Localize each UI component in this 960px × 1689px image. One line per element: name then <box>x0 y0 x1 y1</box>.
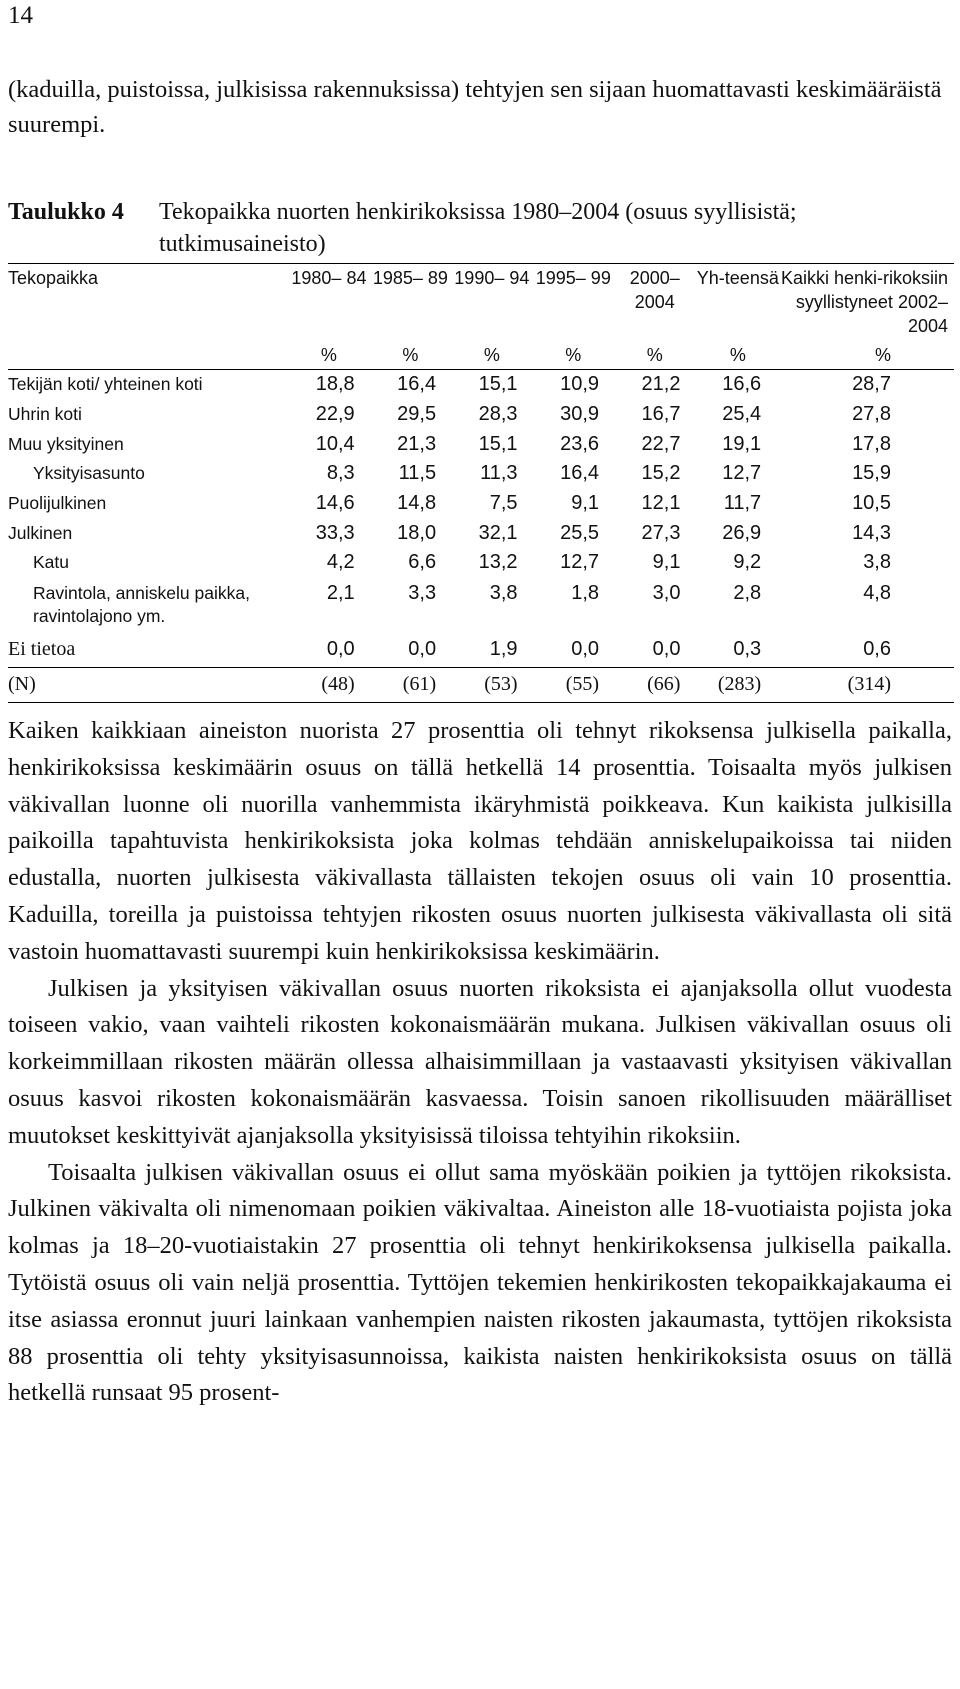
row-label: (N) <box>8 667 288 702</box>
table-cell: 11,5 <box>398 462 437 485</box>
table-cell: 2,1 <box>326 581 355 604</box>
table-cell: 28,3 <box>478 403 518 426</box>
table-cell: 16,6 <box>722 373 762 396</box>
table-cell: 6,6 <box>408 551 437 574</box>
table-cell: 3,3 <box>408 581 437 604</box>
table-cell: 27,3 <box>641 521 681 544</box>
table-cell: 12,1 <box>641 492 681 515</box>
table-cell: (55) <box>533 667 614 702</box>
percent-unit: % <box>533 338 614 370</box>
table-cell: 10,5 <box>852 492 891 515</box>
table-cell: 25,4 <box>722 403 762 426</box>
table-cell: 19,1 <box>722 432 762 455</box>
table-cell: 28,7 <box>852 373 891 396</box>
row-label: Katu <box>33 552 69 573</box>
table-cell: (61) <box>370 667 451 702</box>
row-label: Uhrin koti <box>8 404 82 425</box>
table-cell: 15,1 <box>478 373 518 396</box>
table-header-row <box>8 264 954 339</box>
crime-location-table <box>8 263 954 703</box>
column-header: Tekopaikka <box>8 268 99 288</box>
table-cell: 12,7 <box>722 462 762 485</box>
row-label: Ei tietoa <box>8 637 76 660</box>
column-header: Yh-teensä <box>696 268 779 288</box>
table-caption-text: Tekopaikka nuorten henkirikoksissa 1980–2004 (osuus syyllisistä; tutkimusaineisto) <box>159 199 797 257</box>
table-caption-label: Taulukko 4 <box>8 199 124 225</box>
table-cell: 14,3 <box>852 521 891 544</box>
table-cell: 15,2 <box>641 462 681 485</box>
table-cell: 16,4 <box>560 462 600 485</box>
column-header: 1995– 99 <box>535 268 611 288</box>
body-text <box>8 713 952 1412</box>
table-cell: 9,2 <box>733 551 762 574</box>
table-cell: 0,3 <box>733 637 762 660</box>
table-cell: 21,2 <box>641 373 681 396</box>
table-cell: 16,7 <box>641 403 681 426</box>
row-label: Puolijulkinen <box>8 493 107 514</box>
table-cell: 33,3 <box>315 521 355 544</box>
column-header: 1985– 89 <box>372 268 448 288</box>
table-cell: 12,7 <box>560 551 600 574</box>
table-cell: (53) <box>451 667 532 702</box>
table-cell: 14,6 <box>315 492 355 515</box>
table-cell: 15,9 <box>852 462 891 485</box>
column-header: 1980– 84 <box>291 268 367 288</box>
percent-unit: % <box>695 338 780 370</box>
table-cell: 13,2 <box>478 551 518 574</box>
row-label: Yksityisasunto <box>33 463 145 484</box>
page-number: 14 <box>8 2 33 29</box>
table-cell: 0,0 <box>571 637 600 660</box>
table-cell: 0,0 <box>652 637 681 660</box>
column-header: 2000– 2004 <box>629 268 680 312</box>
table-cell: 0,0 <box>326 637 355 660</box>
table-cell: (66) <box>614 667 695 702</box>
percent-unit: % <box>614 338 695 370</box>
column-header: Kaikki henki-rikoksiin syyllistyneet 2002–2004 <box>780 268 948 336</box>
table-cell: 26,9 <box>722 521 762 544</box>
table-cell: 27,8 <box>852 403 891 426</box>
table-row <box>8 400 954 430</box>
table-row <box>8 548 954 578</box>
table-cell: 30,9 <box>560 403 600 426</box>
table-cell: 11,3 <box>480 462 518 485</box>
table-cell: (314) <box>780 667 954 702</box>
table-cell: 17,8 <box>852 432 891 455</box>
percent-unit: % <box>451 338 532 370</box>
table-cell: 10,4 <box>315 432 355 455</box>
table-cell: 21,3 <box>397 432 437 455</box>
table-cell: 23,6 <box>560 432 600 455</box>
percent-unit: % <box>288 338 369 370</box>
table-cell: (283) <box>695 667 780 702</box>
table-cell: 18,8 <box>315 373 355 396</box>
table-row <box>8 489 954 519</box>
table-cell: 22,9 <box>315 403 355 426</box>
table-cell: 0,0 <box>408 637 437 660</box>
row-label: Ravintola, anniskelu paikka, ravintolajono ym. <box>33 582 250 626</box>
table-cell: 1,9 <box>489 637 518 660</box>
table-cell: 9,1 <box>652 551 681 574</box>
table-row <box>8 370 954 400</box>
intro-paragraph: (kaduilla, puistoissa, julkisissa rakennuksissa) tehtyjen sen sijaan huomattavasti keskimääräistä suurempi. <box>8 76 942 138</box>
percent-unit: % <box>370 338 451 370</box>
percent-unit-row <box>8 338 954 370</box>
table-cell: 29,5 <box>397 403 437 426</box>
table-row <box>8 632 954 668</box>
table-cell: 14,8 <box>397 492 437 515</box>
table-row <box>8 459 954 489</box>
table-cell: 3,8 <box>489 581 518 604</box>
table-cell: 3,0 <box>652 581 681 604</box>
table-cell: 32,1 <box>478 521 518 544</box>
row-label: Muu yksityinen <box>8 433 124 454</box>
table-cell: 0,6 <box>863 637 891 660</box>
percent-unit: % <box>780 338 954 370</box>
table-cell: 7,5 <box>489 492 518 515</box>
table-cell: 4,8 <box>863 581 891 604</box>
table-cell: 16,4 <box>397 373 437 396</box>
table-container <box>8 263 954 703</box>
row-label: Tekijän koti/ yhteinen koti <box>8 374 203 395</box>
table-cell: 9,1 <box>571 492 600 515</box>
table-cell: 25,5 <box>560 521 600 544</box>
table-row-total-n <box>8 667 954 702</box>
body-paragraph: Julkisen ja yksityisen väkivallan osuus nuorten rikoksista ei ajanjaksolla ollut vuodesta toiseen vakio, vaan vaihteli rikosten kokonaismäärän mukana. Julkisen väkivallan osuus oli korkeimmillaan rikosten määrän ollessa alhaisimmillaan ja vastaavasti yksityisen väkivallan osuus kasvoi rikosten kokonaismäärän kasvaessa. Toisin sanoen rikollisuuden määrälliset muutokset keskittyivät ajanjaksolla yksityisissä tiloissa tehtyihin rikoksiin. <box>8 974 952 1149</box>
table-cell: (48) <box>288 667 369 702</box>
body-paragraph: Toisaalta julkisen väkivallan osuus ei ollut sama myöskään poikien ja tyttöjen rikoksista. Julkinen väkivalta oli nimenomaan poikien väkivaltaa. Aineiston alle 18-vuotiaista pojista joka kolmas ja 18–20-vuotiaistakin 27 prosenttia oli tehnyt henkirikoksensa julkisella paikalla. Tytöistä osuus oli vain neljä prosenttia. Tyttöjen tekemien henkirikosten tekopaikkajakauma ei itse asiassa eronnut juuri lainkaan vanhempien naisten rikosten jakaumasta, tyttöjen rikoksista 88 prosenttia oli tehty yksityisasunnoissa, kaikista naisten henkirikoksista osuus on tällä hetkellä runsaat 95 prosent- <box>8 1158 952 1407</box>
table-cell: 11,7 <box>723 492 762 515</box>
table-cell: 3,8 <box>863 551 891 574</box>
table-cell: 10,9 <box>560 373 600 396</box>
table-row <box>8 578 954 632</box>
table-cell: 22,7 <box>641 432 681 455</box>
column-header: 1990– 94 <box>454 268 530 288</box>
table-cell: 18,0 <box>397 521 437 544</box>
row-label: Julkinen <box>8 522 73 543</box>
table-row <box>8 518 954 548</box>
table-row <box>8 429 954 459</box>
table-body <box>8 370 954 703</box>
body-paragraph: Kaiken kaikkiaan aineiston nuorista 27 prosenttia oli tehnyt rikoksensa julkisella paikalla, henkirikoksissa keskimäärin osuus on tällä hetkellä 14 prosenttia. Toisaalta myös julkisen väkivallan luonne oli nuorilla vanhemmista ikäryhmistä poikkeava. Kun kaikista julkisilla paikoilla tapahtuvista henkirikoksista joka kolmas tehdään anniskelupaikoissa tai niiden edustalla, nuorten julkisesta väkivallasta tällaisten tekojen osuus oli vain 10 prosenttia. Kaduilla, toreilla ja puistoissa tehtyjen rikosten osuus nuorten julkisesta väkivallasta oli sitä vastoin huomattavasti suurempi kuin henkirikoksissa keskimäärin. <box>8 717 952 965</box>
table-cell: 1,8 <box>571 581 600 604</box>
table-cell: 8,3 <box>326 462 355 485</box>
table-cell: 15,1 <box>478 432 518 455</box>
table-cell: 2,8 <box>733 581 762 604</box>
table-cell: 4,2 <box>326 551 355 574</box>
